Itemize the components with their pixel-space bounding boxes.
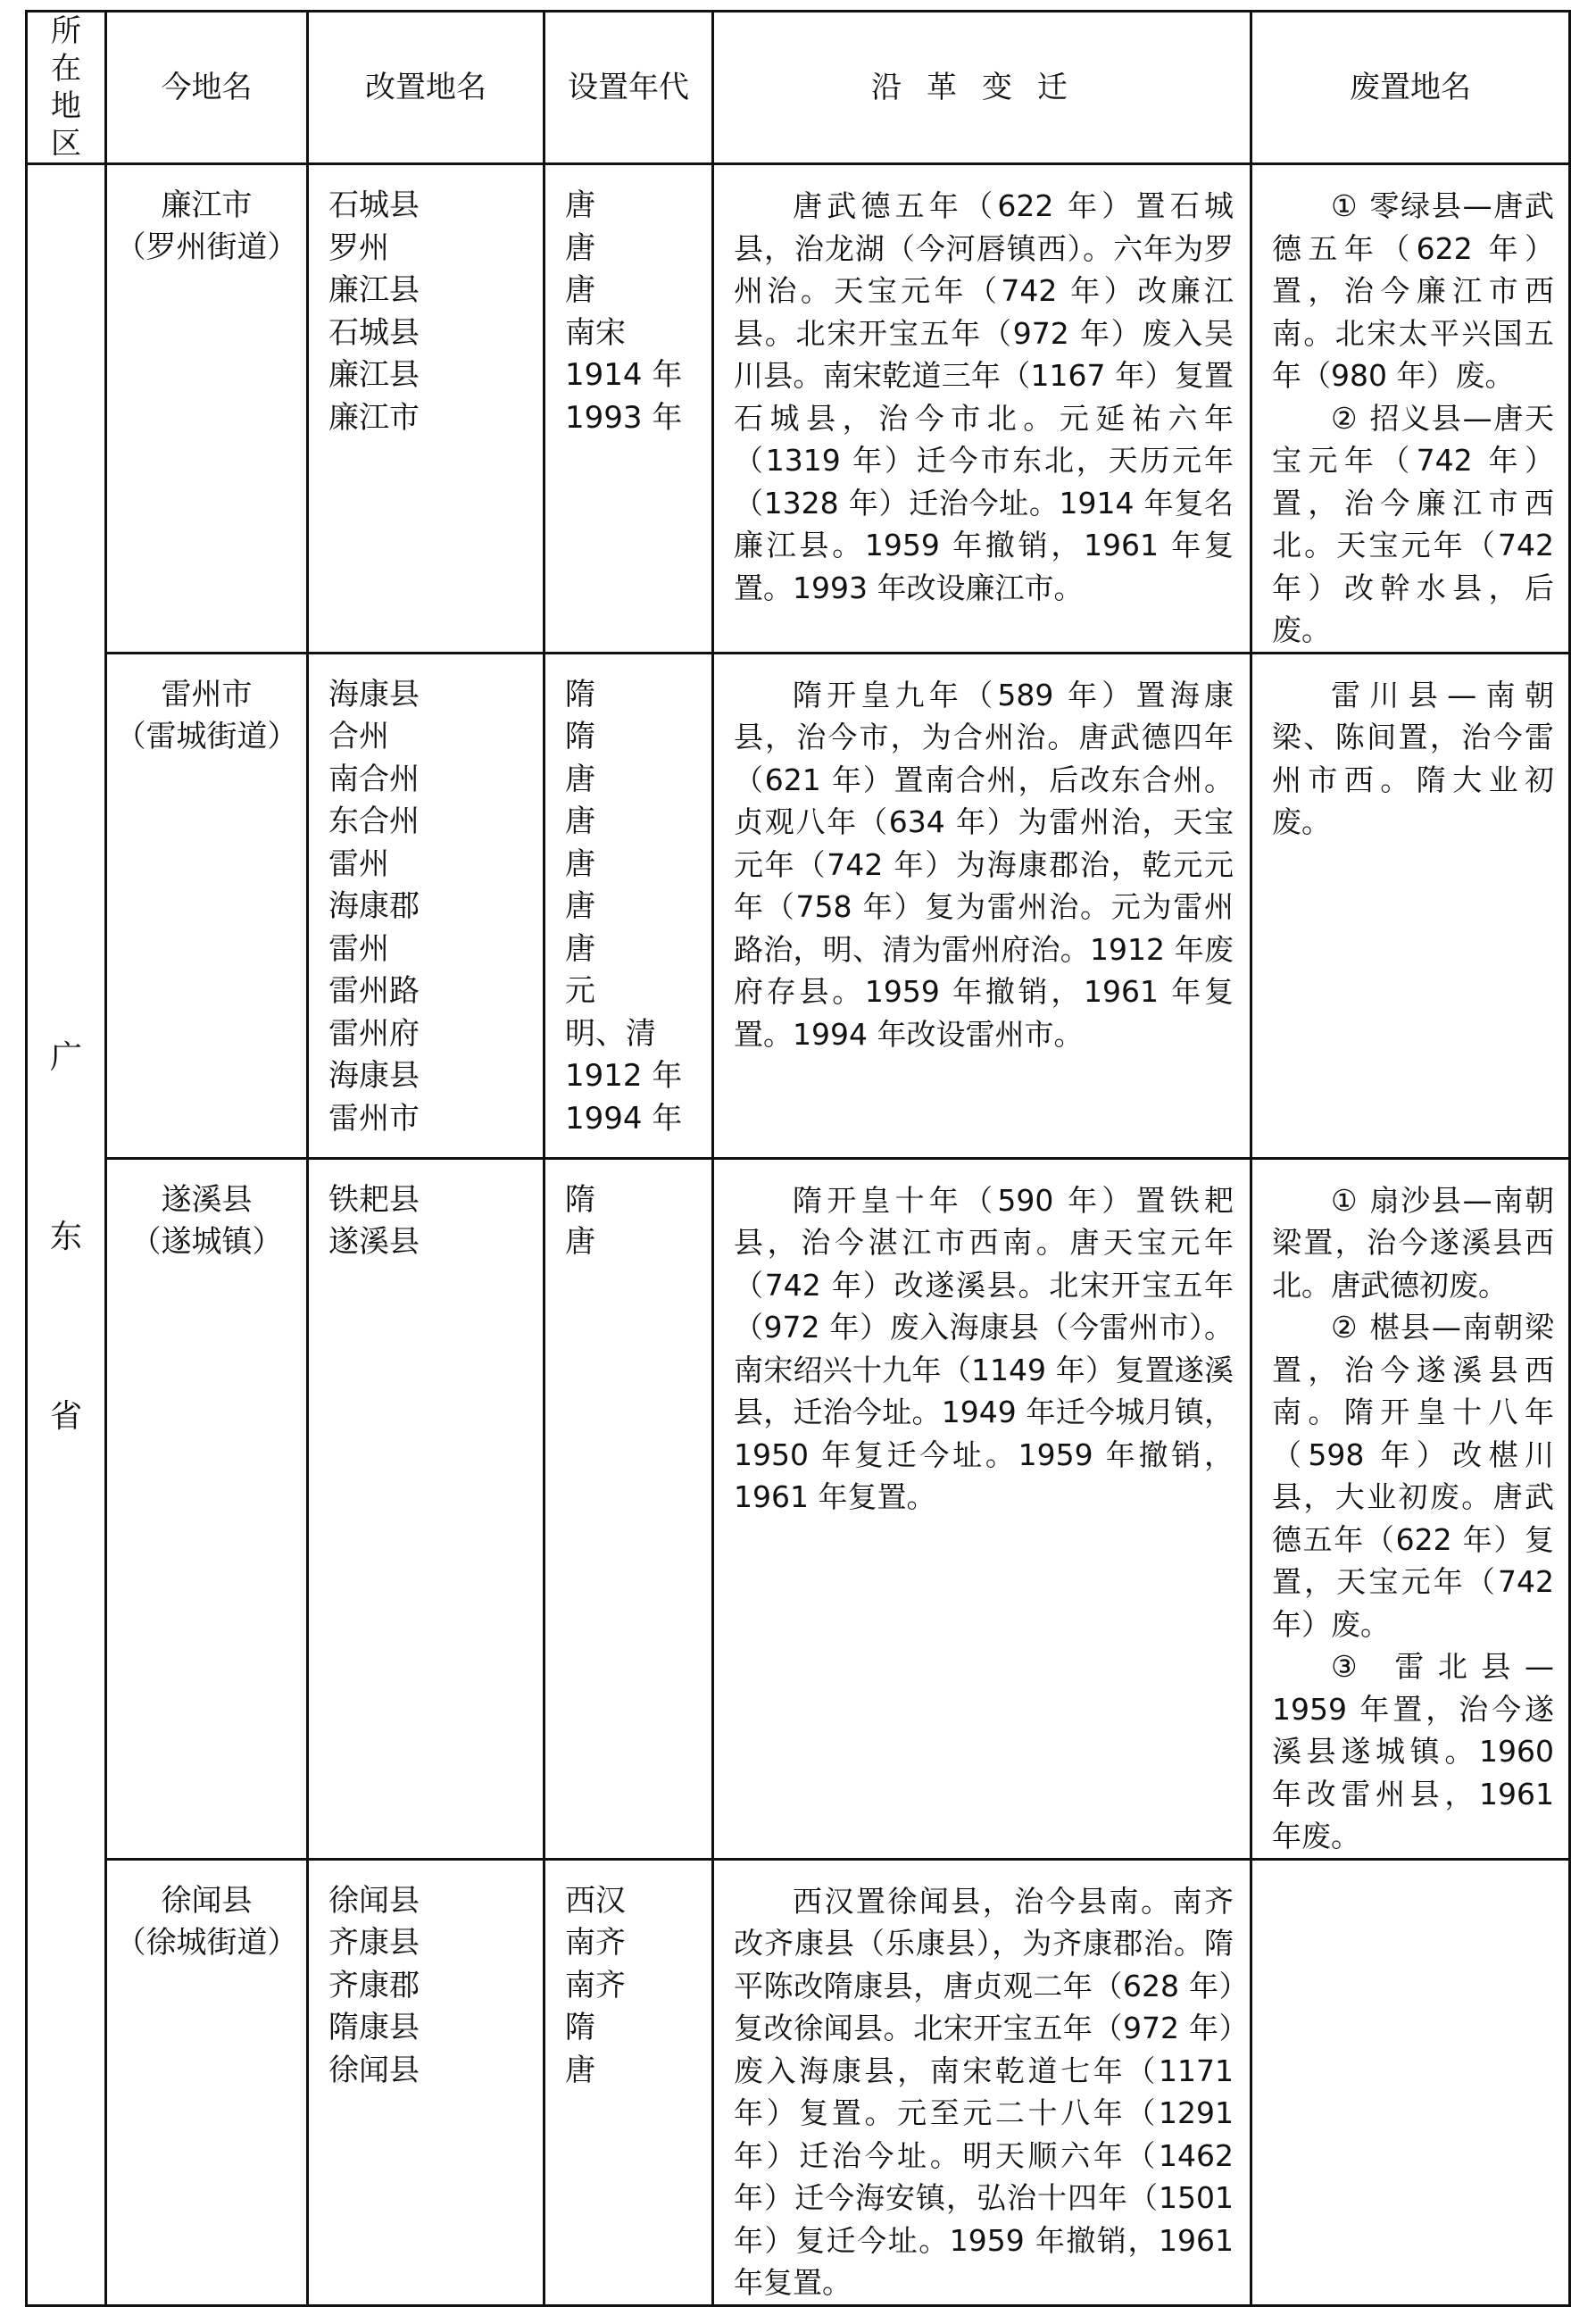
gazetteer-table: [25, 10, 1571, 2307]
former-name: 合州: [328, 719, 389, 754]
abolished-cell: [1251, 1158, 1570, 1859]
established-era: 隋: [565, 719, 595, 754]
region-char: 广: [49, 1039, 82, 1077]
header-history: 沿革变迁: [713, 12, 1251, 164]
modern-name-cell: [106, 1158, 308, 1859]
former-names-cell: [308, 164, 544, 654]
former-name: 雷州路: [328, 973, 420, 1009]
header-modern-name: 今地名: [106, 12, 308, 164]
modern-name: 雷州市: [161, 676, 253, 712]
established-era: 明、清: [565, 1015, 656, 1052]
established-era: 1993 年: [565, 399, 683, 436]
established-era: 西汉: [565, 1882, 626, 1919]
established-era: 南宋: [565, 314, 626, 351]
former-name: 雷州: [328, 845, 389, 882]
header-abolished: 废置地名: [1251, 12, 1570, 164]
abolished-entry: ③ 雷北县—1959 年置，治今遂溪县遂城镇。1960 年改雷州县，1961 年废。: [1272, 1649, 1554, 1853]
former-name: 东合州: [328, 804, 420, 839]
former-name: 徐闻县: [328, 1882, 420, 1919]
former-name: 雷州: [328, 930, 389, 967]
modern-name: 徐闻县: [161, 1882, 253, 1919]
established-era: 1914 年: [565, 357, 683, 393]
modern-name-cell: [106, 164, 308, 654]
former-names-cell: [308, 1859, 544, 2305]
former-name: 雷州市: [328, 1100, 420, 1137]
former-name: 廉江县: [328, 272, 420, 308]
abolished-cell: [1251, 653, 1570, 1158]
table-row: [27, 164, 1570, 654]
modern-name-cell: [106, 653, 308, 1158]
seat-name: （遂城镇）: [130, 1223, 283, 1260]
table-row: [27, 1859, 1570, 2305]
established-era: 唐: [565, 930, 595, 967]
established-era: 唐: [565, 804, 595, 839]
seat-name: （雷城街道）: [115, 718, 298, 754]
seat-name: （徐城街道）: [115, 1924, 298, 1961]
history-text: 隋开皇十年（590 年）置铁耙县，治今湛江市西南。唐天宝元年（742 年）改遂溪县。北宋开宝五年（972 年）废入海康县（今雷州市）。南宋绍兴十九年（1149 年）复置遂溪县，迁治今址。1949 年迁今城月镇，1950 年复迁今址。1959 年撤销，1961 年复置。: [713, 1158, 1251, 1859]
former-name: 海康县: [328, 1058, 420, 1094]
former-name: 罗州: [328, 229, 389, 266]
former-name: 海康郡: [328, 888, 420, 924]
table-row: [27, 653, 1570, 1158]
region-char: 东: [49, 1219, 82, 1256]
former-name: 南合州: [328, 761, 420, 797]
established-era: 唐: [565, 272, 595, 308]
established-cell: [544, 164, 713, 654]
established-era: 唐: [565, 888, 595, 924]
former-name: 徐闻县: [328, 2052, 420, 2088]
established-era: 唐: [565, 229, 595, 266]
former-name: 海康县: [328, 676, 420, 712]
seat-name: （罗州街道）: [115, 229, 298, 265]
abolished-entry: ① 扇沙县—南朝梁置，治今遂溪县西北。唐武德初废。: [1272, 1182, 1554, 1303]
established-era: 隋: [565, 2010, 595, 2045]
former-name: 石城县: [328, 187, 420, 223]
abolished-entry: 雷川县—南朝梁、陈间置，治今雷州市西。隋大业初废。: [1272, 677, 1554, 839]
established-era: 唐: [565, 761, 595, 797]
history-text: 西汉置徐闻县，治今县南。南齐改齐康县（乐康县），为齐康郡治。隋平陈改隋康县，唐贞观二年（628 年）复改徐闻县。北宋开宝五年（972 年）废入海康县，南宋乾道七年（1171 年）复置。元至元二十八年（1291 年）迁治今址。明天顺六年（1462 年）迁今海安镇，弘治十四年（1501 年）复迁今址。1959 年撤销，1961 年复置。: [713, 1859, 1251, 2305]
modern-name: 廉江市: [161, 187, 253, 223]
established-era: 唐: [565, 845, 595, 882]
history-text: 唐武德五年（622 年）置石城县，治龙湖（今河唇镇西）。六年为罗州治。天宝元年（742 年）改廉江县。北宋开宝五年（972 年）废入吴川县。南宋乾道三年（1167 年）复置石城县，治今市北。元延祐六年（1319 年）迁今市东北，天历元年（1328 年）迁治今址。1914 年复名廉江县。1959 年撤销，1961 年复置。1993 年改设廉江市。: [713, 164, 1251, 654]
abolished-cell: [1251, 1859, 1570, 2305]
established-era: 唐: [565, 187, 595, 223]
modern-name: 遂溪县: [161, 1181, 253, 1218]
former-name: 遂溪县: [328, 1224, 420, 1260]
established-era: 元: [565, 973, 595, 1009]
header-former-names: 改置地名: [308, 12, 544, 164]
abolished-entry: ② 招义县—唐天宝元年（742 年）置，治今廉江市西北。天宝元年（742 年）改幹水县，后废。: [1272, 400, 1554, 647]
established-era: 1994 年: [565, 1100, 683, 1137]
former-names-cell: [308, 653, 544, 1158]
history-text: 隋开皇九年（589 年）置海康县，治今市，为合州治。唐武德四年（621 年）置南合州，后改东合州。贞观八年（634 年）为雷州治，天宝元年（742 年）为海康郡治，乾元元年（758 年）复为雷州治。元为雷州路治，明、清为雷州府治。1912 年废府存县。1959 年撤销，1961 年复置。1994 年改设雷州市。: [713, 653, 1251, 1158]
established-era: 唐: [565, 2052, 595, 2088]
header-row: [27, 12, 1570, 164]
established-era: 南齐: [565, 1925, 626, 1961]
former-names-cell: [308, 1158, 544, 1859]
former-name: 廉江县: [328, 357, 420, 393]
established-era: 隋: [565, 676, 595, 712]
established-cell: [544, 1158, 713, 1859]
abolished-entry: ① 零绿县—唐武德五年（622 年）置，治今廉江市西南。北宋太平兴国五年（980 年）废。: [1272, 188, 1554, 393]
established-cell: [544, 653, 713, 1158]
former-name: 齐康县: [328, 1925, 420, 1961]
abolished-cell: [1251, 164, 1570, 654]
established-era: 南齐: [565, 1967, 626, 2003]
table-row: [27, 1158, 1570, 1859]
established-cell: [544, 1859, 713, 2305]
established-era: 隋: [565, 1181, 595, 1218]
former-name: 廉江市: [328, 399, 420, 436]
header-established: 设置年代: [544, 12, 713, 164]
former-name: 隋康县: [328, 2010, 420, 2045]
region-char: 省: [49, 1398, 82, 1436]
modern-name-cell: [106, 1859, 308, 2305]
header-region: 所在地区: [27, 12, 106, 164]
region-cell: [27, 164, 106, 2306]
former-name: 铁耙县: [328, 1181, 420, 1218]
established-era: 1912 年: [565, 1058, 683, 1094]
former-name: 雷州府: [328, 1015, 420, 1052]
former-name: 齐康郡: [328, 1967, 420, 2003]
established-era: 唐: [565, 1224, 595, 1260]
abolished-entry: ② 椹县—南朝梁置，治今遂溪县西南。隋开皇十八年（598 年）改椹川县，大业初废。唐武德五年（622 年）复置，天宝元年（742 年）废。: [1272, 1310, 1554, 1642]
former-name: 石城县: [328, 314, 420, 351]
